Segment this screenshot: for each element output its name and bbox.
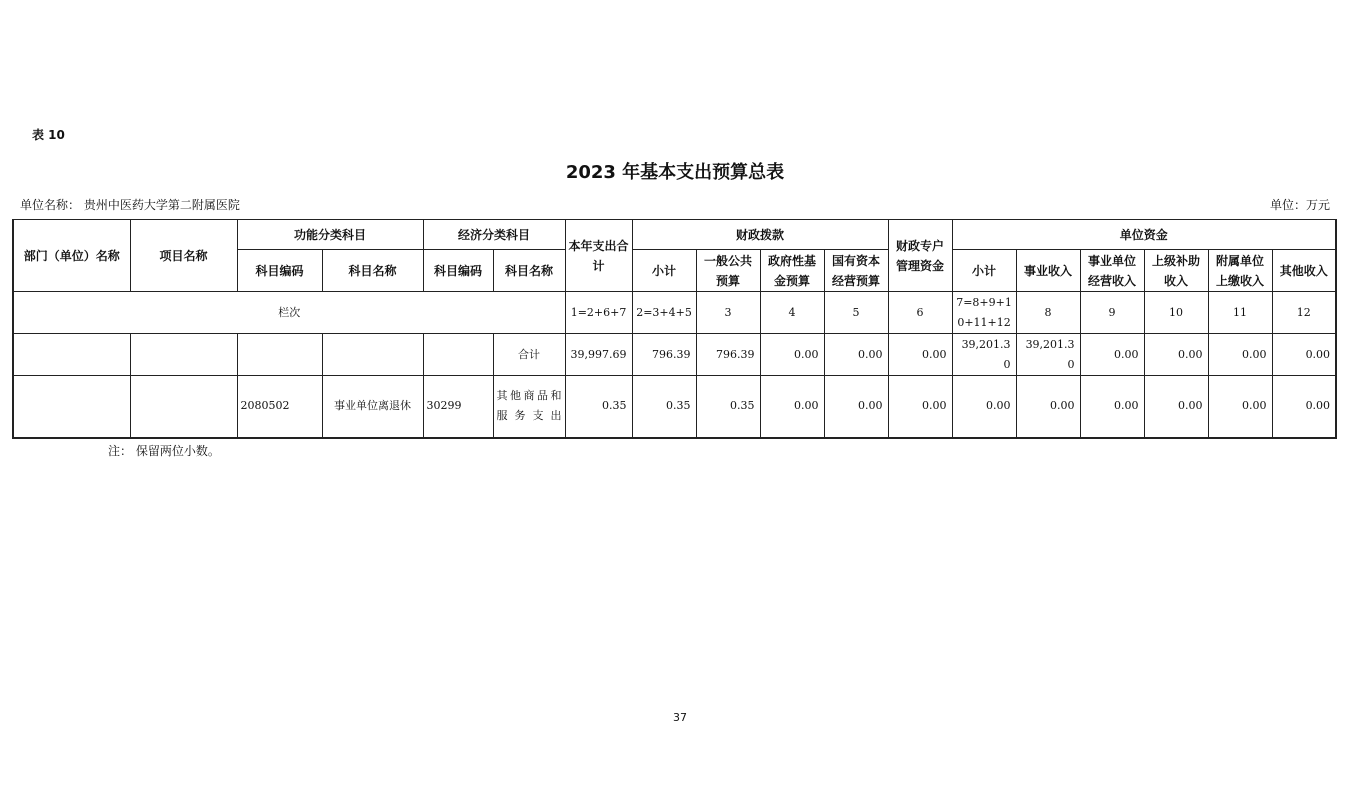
- index-cell: 6: [888, 292, 952, 334]
- header-dept: 部门（单位）名称: [13, 220, 130, 292]
- footnote: 注： 保留两位小数。: [108, 444, 220, 458]
- cell-general-budget: 0.35: [696, 376, 760, 438]
- page-title: 2023 年基本支出预算总表: [565, 162, 785, 183]
- header-general-budget: 一般公共预算: [696, 250, 760, 292]
- cell-career-income: 0.00: [1016, 376, 1080, 438]
- cell-fiscal-subtotal: 796.39: [632, 334, 696, 376]
- index-cell: 7=8+9+10+11+12: [952, 292, 1016, 334]
- header-func-group: 功能分类科目: [237, 220, 423, 250]
- cell-affiliate-income: 0.00: [1208, 334, 1272, 376]
- header-career-unit-income: 事业单位经营收入: [1080, 250, 1144, 292]
- cell-project: [130, 376, 237, 438]
- cell-career-income: 39,201.30: [1016, 334, 1080, 376]
- header-gov-fund: 政府性基金预算: [760, 250, 824, 292]
- header-unit-subtotal: 小计: [952, 250, 1016, 292]
- cell-func-name: [322, 334, 423, 376]
- table-row: [13, 376, 1336, 438]
- page-number: 37: [673, 711, 687, 724]
- column-index-row: [13, 292, 1336, 334]
- cell-state-capital: 0.00: [824, 376, 888, 438]
- cell-fiscal-subtotal: 0.35: [632, 376, 696, 438]
- cell-state-capital: 0.00: [824, 334, 888, 376]
- cell-dept: [13, 376, 130, 438]
- header-career-income: 事业收入: [1016, 250, 1080, 292]
- header-special: 财政专户管理资金: [888, 220, 952, 292]
- header-fiscal-subtotal: 小计: [632, 250, 696, 292]
- index-cell: 4: [760, 292, 824, 334]
- index-cell: 2=3+4+5: [632, 292, 696, 334]
- index-cell: 10: [1144, 292, 1208, 334]
- cell-func-name: 事业单位离退休: [322, 376, 423, 438]
- cell-career-unit-income: 0.00: [1080, 334, 1144, 376]
- cell-special: 0.00: [888, 376, 952, 438]
- cell-econ-code: 30299: [423, 376, 493, 438]
- cell-econ-code: [423, 334, 493, 376]
- cell-general-budget: 796.39: [696, 334, 760, 376]
- header-project: 项目名称: [130, 220, 237, 292]
- header-superior-subsidy: 上级补助收入: [1144, 250, 1208, 292]
- index-cell: 11: [1208, 292, 1272, 334]
- cell-econ-name: 合计: [493, 334, 565, 376]
- cell-other-income: 0.00: [1272, 334, 1336, 376]
- header-state-capital: 国有资本经营预算: [824, 250, 888, 292]
- cell-project: [130, 334, 237, 376]
- cell-func-code: [237, 334, 322, 376]
- header-econ-group: 经济分类科目: [423, 220, 565, 250]
- cell-econ-name: 其他商品和服务支出: [493, 376, 565, 438]
- cell-func-code: 2080502: [237, 376, 322, 438]
- header-func-name: 科目名称: [322, 250, 423, 292]
- cell-superior-subsidy: 0.00: [1144, 334, 1208, 376]
- cell-other-income: 0.00: [1272, 376, 1336, 438]
- cell-career-unit-income: 0.00: [1080, 376, 1144, 438]
- cell-gov-fund: 0.00: [760, 376, 824, 438]
- header-econ-code: 科目编码: [423, 250, 493, 292]
- header-fiscal-group: 财政拨款: [632, 220, 888, 250]
- cell-dept: [13, 334, 130, 376]
- cell-special: 0.00: [888, 334, 952, 376]
- table-label: 表 10: [32, 128, 65, 142]
- header-total: 本年支出合计: [565, 220, 632, 292]
- budget-table: [12, 219, 1337, 439]
- cell-gov-fund: 0.00: [760, 334, 824, 376]
- index-cell: 5: [824, 292, 888, 334]
- column-index-label: 栏次: [13, 292, 565, 334]
- cell-unit-subtotal: 39,201.30: [952, 334, 1016, 376]
- cell-superior-subsidy: 0.00: [1144, 376, 1208, 438]
- index-cell: 9: [1080, 292, 1144, 334]
- unit-name: 单位名称： 贵州中医药大学第二附属医院: [20, 198, 240, 212]
- cell-total: 0.35: [565, 376, 632, 438]
- cell-unit-subtotal: 0.00: [952, 376, 1016, 438]
- cell-affiliate-income: 0.00: [1208, 376, 1272, 438]
- index-cell: 1=2+6+7: [565, 292, 632, 334]
- header-other-income: 其他收入: [1272, 250, 1336, 292]
- header-affiliate-income: 附属单位上缴收入: [1208, 250, 1272, 292]
- cell-total: 39,997.69: [565, 334, 632, 376]
- currency-unit: 单位：万元: [1269, 198, 1330, 212]
- table-row: [13, 334, 1336, 376]
- index-cell: 3: [696, 292, 760, 334]
- header-econ-name: 科目名称: [493, 250, 565, 292]
- header-func-code: 科目编码: [237, 250, 322, 292]
- header-unit-group: 单位资金: [952, 220, 1336, 250]
- index-cell: 8: [1016, 292, 1080, 334]
- index-cell: 12: [1272, 292, 1336, 334]
